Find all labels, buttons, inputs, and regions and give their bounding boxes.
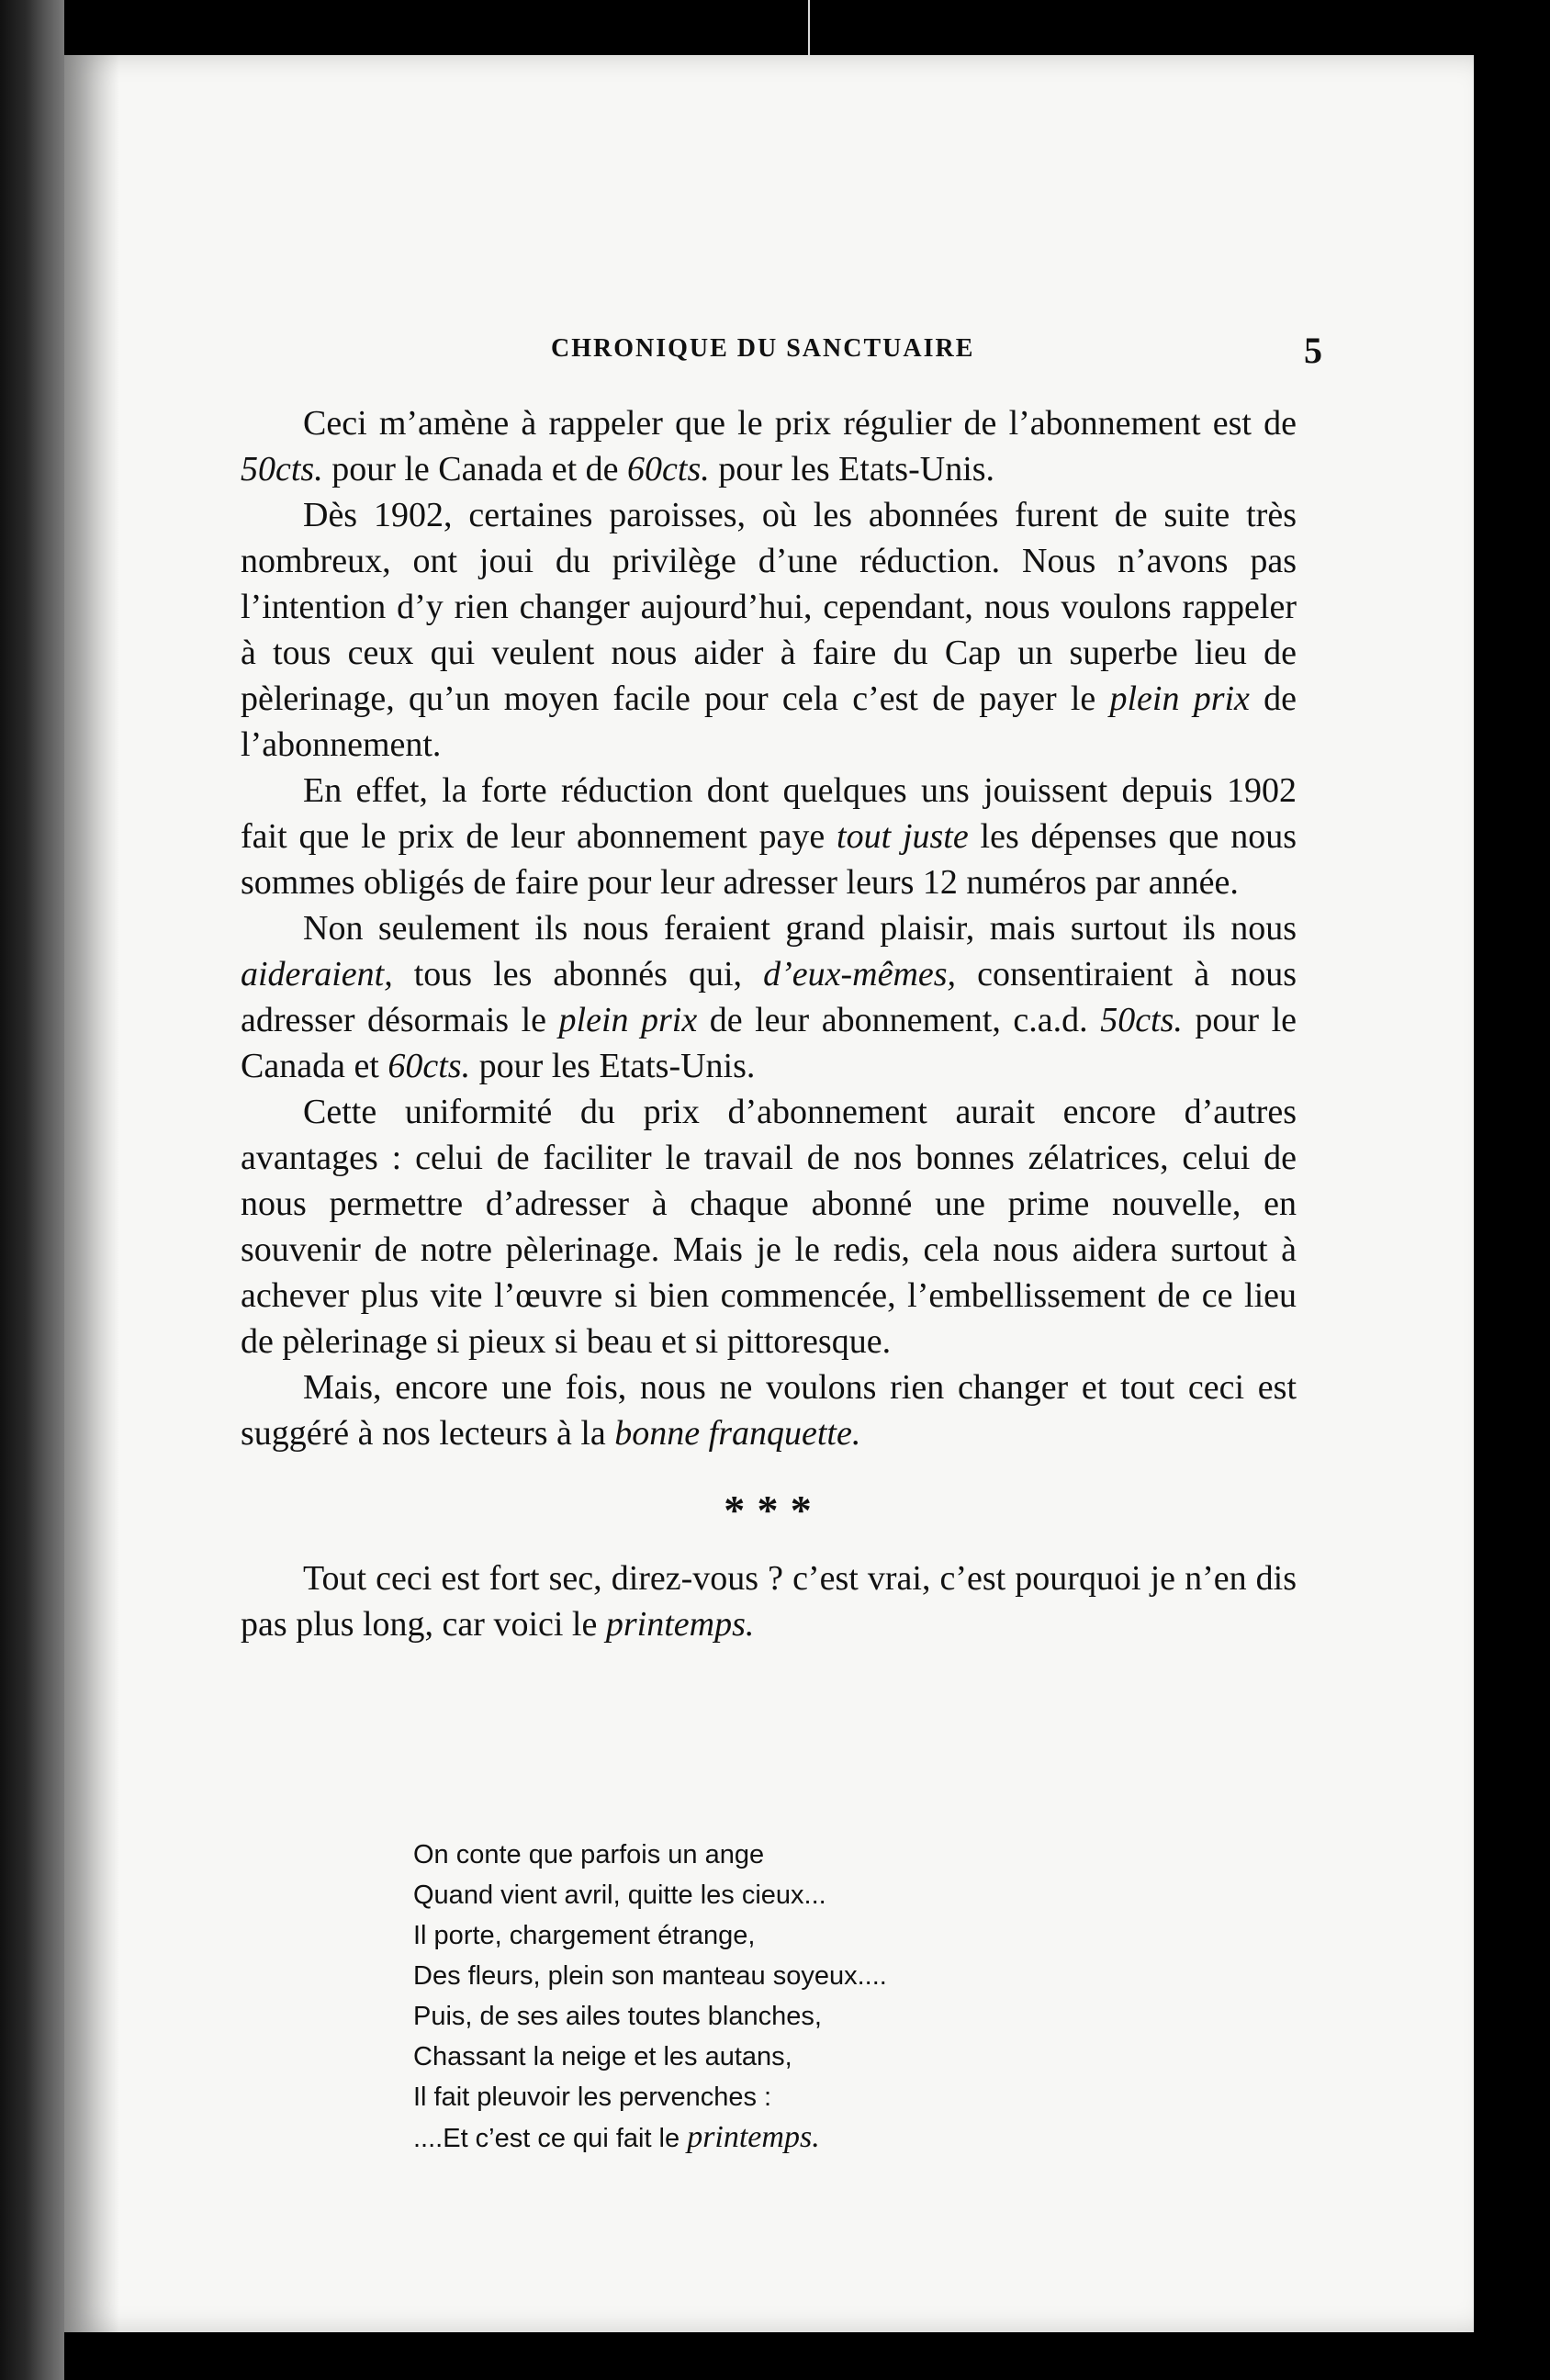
text-run: de l’abonnement. <box>241 679 1297 764</box>
text-run: Ceci m’amène à rappeler que le prix régulier de l’abonnement est de <box>303 404 1297 443</box>
poem <box>413 1835 887 2159</box>
text-run: de leur abonnement, c.a.d. <box>697 1001 1101 1039</box>
emphasis: tout juste <box>837 817 969 856</box>
text-run: tous les abonnés qui, <box>392 955 764 994</box>
emphasis: printemps. <box>605 1605 755 1644</box>
article-body <box>241 400 1297 1647</box>
price-us: 60cts. <box>388 1047 471 1085</box>
page-gutter-shadow <box>64 55 119 2332</box>
running-title: CHRONIQUE DU SANCTUAIRE <box>551 334 975 363</box>
emphasis: aideraient, <box>241 955 393 994</box>
text-run: Mais, encore une fois, nous ne voulons rien changer et tout ceci est suggéré à nos lecteurs à la <box>241 1368 1297 1453</box>
text-run: pour les Etats-Unis. <box>709 450 995 488</box>
text-run: En effet, la forte réduction dont quelques uns jouissent depuis 1902 fait que le prix de leur abonnement paye <box>241 771 1297 856</box>
price-canada: 50cts. <box>1100 1001 1183 1039</box>
emphasis: plein prix <box>558 1001 698 1039</box>
book-binding-edge <box>0 0 64 2380</box>
price-canada: 50cts. <box>241 450 323 488</box>
paragraph-4 <box>241 905 1297 1089</box>
emphasis: plein prix <box>1109 679 1250 718</box>
text-run: pour le Canada et de <box>322 450 628 488</box>
paragraph-2 <box>241 492 1297 768</box>
poem-line: Puis, de ses ailes toutes blanches, <box>413 2002 822 2031</box>
scan-mark <box>808 0 810 55</box>
poem-line: Des fleurs, plein son manteau soyeux.... <box>413 1961 887 1991</box>
text-run: Dès 1902, certaines paroisses, où les abonnées furent de suite très nombreux, ont joui du privilège d’une réduction. Nous n’avons pas l’intention d’y rien changer aujourd’hui, cependant, nous voulons rappeler à tous ceux qui veulent nous aider à faire du Cap un superbe lieu de pèlerinage, qu’un moyen facile pour cela c’est de payer le <box>241 496 1297 718</box>
closing-paragraph <box>241 1555 1297 1647</box>
page-header <box>551 329 1322 375</box>
text-run: ....Et c’est ce qui fait le <box>413 2124 688 2153</box>
emphasis: d’eux-mêmes, <box>763 955 957 994</box>
page-number: 5 <box>1304 330 1322 371</box>
section-separator: * * * <box>724 1487 814 1533</box>
paragraph-6 <box>241 1364 1297 1456</box>
paragraph-1 <box>241 400 1297 492</box>
text-run: les dépenses que nous sommes obligés de faire pour leur adresser leurs 12 numéros par année. <box>241 817 1297 902</box>
emphasis: printemps. <box>687 2120 820 2154</box>
price-us: 60cts. <box>627 450 710 488</box>
poem-last-line <box>413 2117 887 2159</box>
poem-line: On conte que parfois un ange <box>413 1840 765 1869</box>
text-run: Non seulement ils nous feraient grand plaisir, mais surtout ils nous <box>303 909 1297 948</box>
poem-line: Quand vient avril, quitte les cieux... <box>413 1880 826 1910</box>
poem-line: Il fait pleuvoir les pervenches : <box>413 2082 772 2112</box>
poem-line: Il porte, chargement étrange, <box>413 1921 756 1950</box>
text-run: consentiraient à nous adresser désormais le <box>241 955 1297 1039</box>
text-run: Cette uniformité du prix d’abonnement aurait encore d’autres avantages : celui de faciliter le travail de nos bonnes zélatrices, celui de nous permettre d’adresser à chaque abonné une prime nouvelle, en souvenir de notre pèlerinage. Mais je le redis, cela nous aidera surtout à achever plus vite l’œuvre si bien commencée, l’embellissement de ce lieu de pèlerinage si pieux si beau et si pittoresque. <box>241 1093 1297 1361</box>
paragraph-3 <box>241 768 1297 905</box>
text-run: pour le Canada et <box>241 1001 1297 1085</box>
emphasis: bonne franquette. <box>614 1414 861 1453</box>
paragraph-5 <box>241 1089 1297 1364</box>
text-run: Tout ceci est fort sec, direz-vous ? c’est vrai, c’est pourquoi je n’en dis pas plus long, car voici le <box>241 1559 1297 1644</box>
text-run: pour les Etats-Unis. <box>470 1047 756 1085</box>
poem-line: Chassant la neige et les autans, <box>413 2042 792 2071</box>
